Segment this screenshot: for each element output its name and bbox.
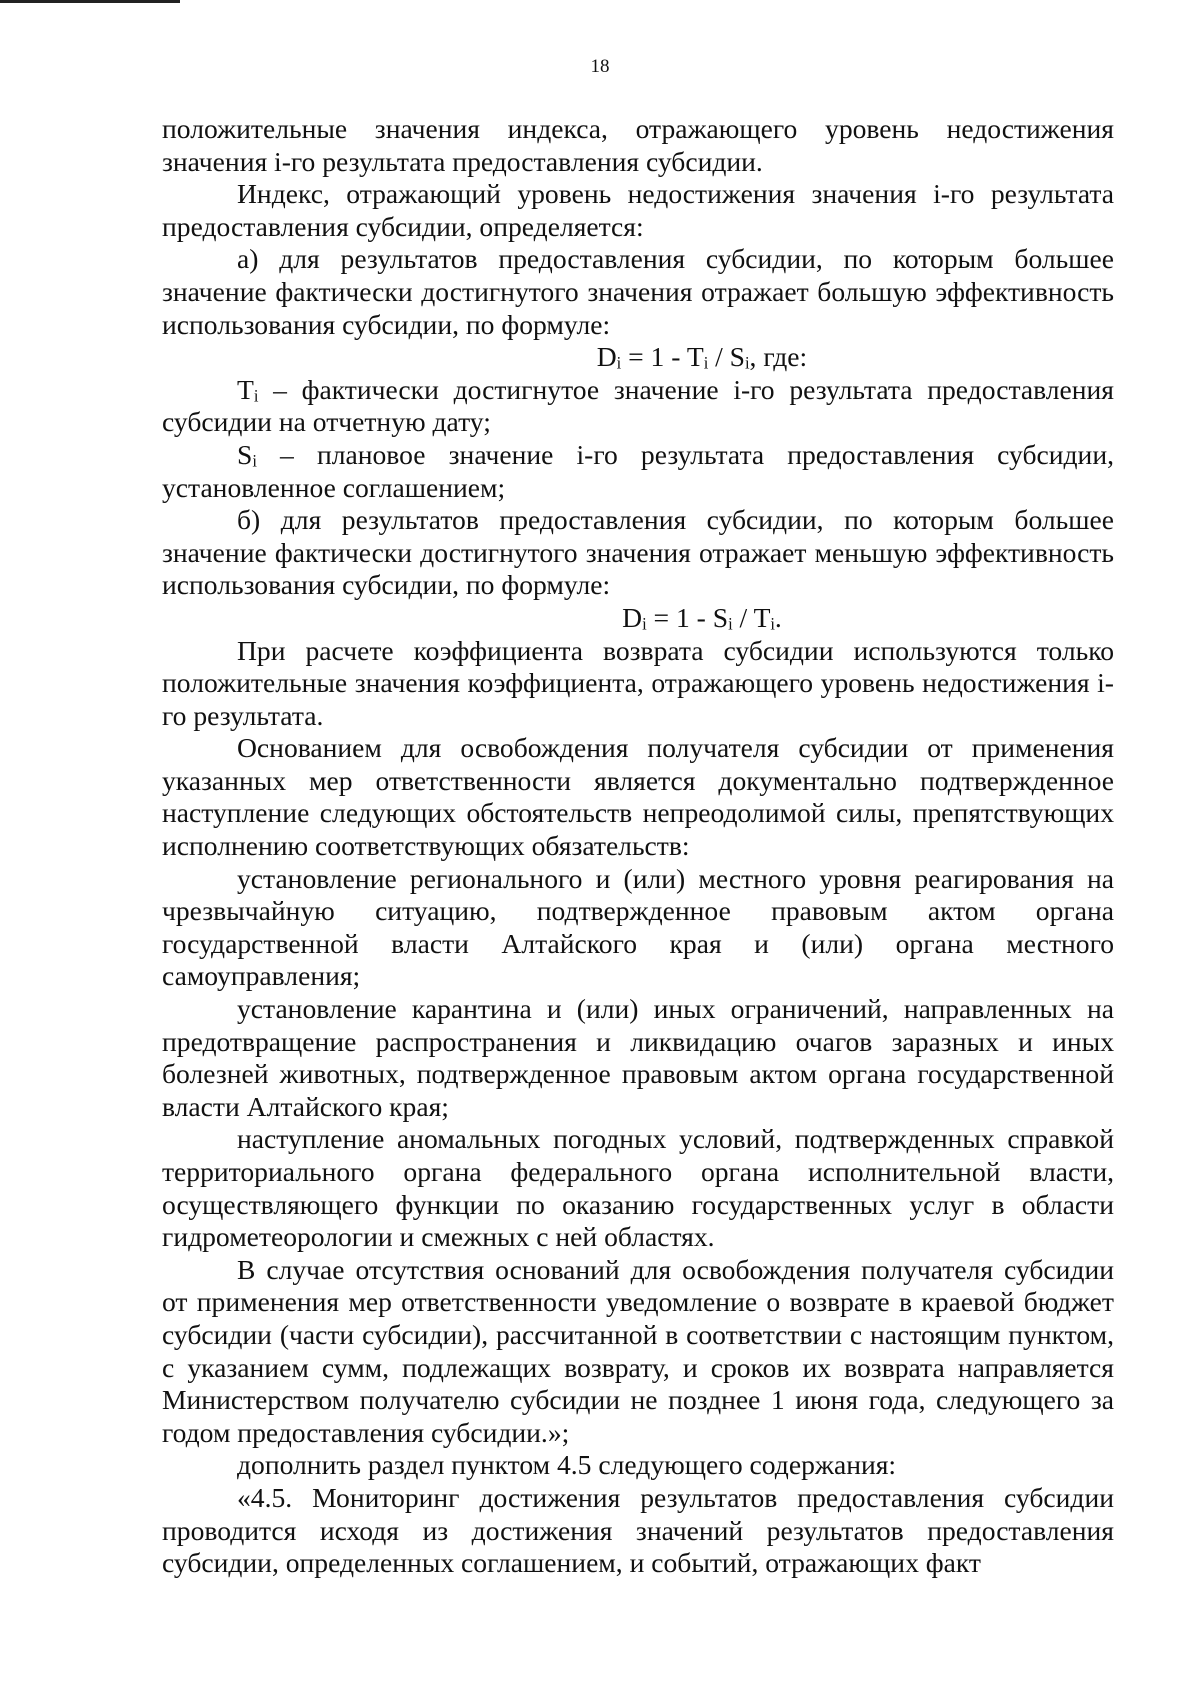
paragraph-si-definition: Sᵢ – плановое значение i-го результата предоставления субсидии, установленное соглашением; (162, 438, 1114, 503)
page-number: 18 (590, 56, 610, 77)
paragraph-weather: наступление аномальных погодных условий, подтвержденных справкой территориального органа федерального органа исполнительной власти, осуществляющего функции по оказанию государственных услуг в области гидрометеорологии и смежных с ней областях. (162, 1123, 1114, 1253)
scan-edge-mark (0, 0, 180, 3)
paragraph-case-a: а) для результатов предоставления субсидии, по которым большее значение фактически достигнутого значения отражает большую эффективность использования субсидии, по формуле: (162, 243, 1114, 340)
paragraph-emergency: установление регионального и (или) местного уровня реагирования на чрезвычайную ситуацию, подтвержденное правовым актом органа государственной власти Алтайского края и (или) органа местного самоуправления; (162, 862, 1114, 992)
paragraph-ti-definition: Tᵢ – фактически достигнутое значение i-го результата предоставления субсидии на отчетную дату; (162, 373, 1114, 438)
paragraph-case-b: б) для результатов предоставления субсидии, по которым большее значение фактически достигнутого значения отражает меньшую эффективность использования субсидии, по формуле: (162, 504, 1114, 601)
paragraph-amendment: дополнить раздел пунктом 4.5 следующего содержания: (237, 1449, 897, 1481)
paragraph-return-coefficient: При расчете коэффициента возврата субсидии используются только положительные значения коэффициента, отражающего уровень недостижения i-го результата. (162, 634, 1114, 731)
paragraph-monitoring: «4.5. Мониторинг достижения результатов предоставления субсидии проводится исходя из достижения значений результатов предоставления субсидии, определенных соглашением, и событий, отражающих факт (162, 1481, 1114, 1579)
paragraph-index-definition: Индекс, отражающий уровень недостижения значения i-го результата предоставления субсидии, определяется: (162, 178, 1114, 242)
paragraph-force-majeure: Основанием для освобождения получателя субсидии от применения указанных мер ответственности является документально подтвержденное наступление следующих обстоятельств непреодолимой силы, препятствующих исполнению соответствующих обязательств: (162, 732, 1114, 862)
formula-a: Dᵢ = 1 - Tᵢ / Sᵢ, где: (596, 341, 808, 373)
paragraph-continuation: положительные значения индекса, отражающего уровень недостижения значения i-го результата предоставления субсидии. (162, 113, 1114, 177)
paragraph-quarantine: установление карантина и (или) иных ограничений, направленных на предотвращение распространения и ликвидацию очагов заразных и иных болезней животных, подтвержденное правовым актом органа государственной власти Алтайского края; (162, 993, 1114, 1122)
document-body (162, 113, 1114, 1580)
paragraph-notification: В случае отсутствия оснований для освобождения получателя субсидии от применения мер ответственности уведомление о возврате в краевой бюджет субсидии (части субсидии), рассчитанной в соответствии с настоящим пунктом, с указанием сумм, подлежащих возврату, и сроков их возврата направляется Министерством получателю субсидии не позднее 1 июня года, следующего за годом предоставления субсидии.»; (162, 1253, 1114, 1448)
formula-b: Dᵢ = 1 - Sᵢ / Tᵢ. (622, 601, 782, 633)
